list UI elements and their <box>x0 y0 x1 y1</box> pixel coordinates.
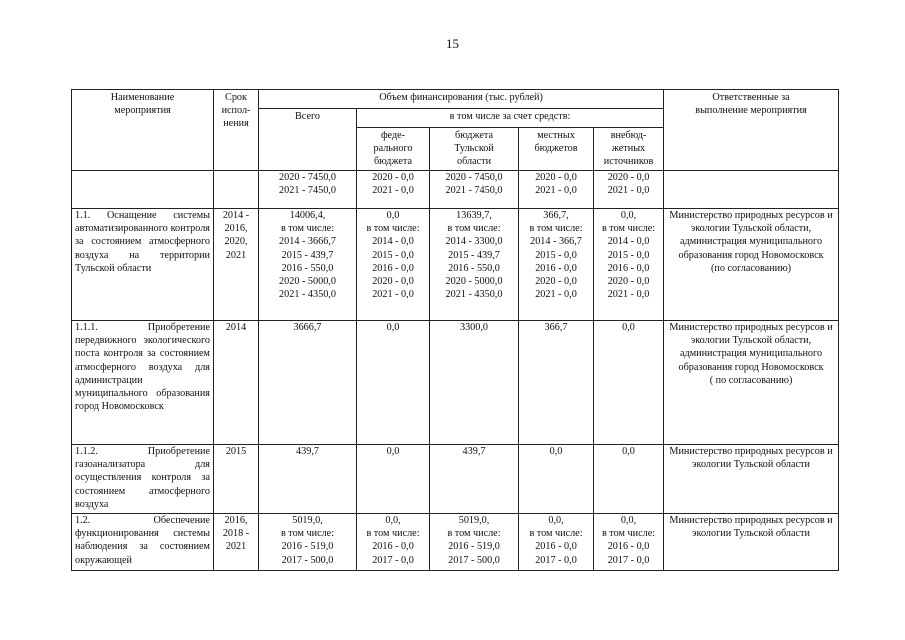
row-extra: 0,0, в том числе: 2016 - 0,0 2017 - 0,0 <box>594 514 664 571</box>
row-extra: 0,0 <box>594 445 664 514</box>
row-responsible: Министерство природных ресурсов и экологии Тульской области, администрация муниципального образования город Новомосковск (по согласованию) <box>664 209 839 321</box>
row-extra: 2020 - 0,0 2021 - 0,0 <box>594 171 664 209</box>
header-funding: Объем финансирования (тыс. рублей) <box>259 90 664 109</box>
row-name: 1.1. Оснащение системы автоматизированного контроля за состоянием атмосферного воздуха на территории Тульской области <box>72 209 214 321</box>
row-federal: 0,0, в том числе: 2016 - 0,0 2017 - 0,0 <box>357 514 430 571</box>
row-federal: 0,0 в том числе: 2014 - 0,0 2015 - 0,0 2016 - 0,0 2020 - 0,0 2021 - 0,0 <box>357 209 430 321</box>
row-extra: 0,0 <box>594 321 664 445</box>
row-term <box>214 171 259 209</box>
row-regional: 5019,0, в том числе: 2016 - 519,0 2017 - 500,0 <box>430 514 519 571</box>
header-regional: бюджета Тульской области <box>430 128 519 171</box>
header-name: Наименование мероприятия <box>72 90 214 171</box>
row-responsible <box>664 171 839 209</box>
row-local: 2020 - 0,0 2021 - 0,0 <box>519 171 594 209</box>
row-total: 439,7 <box>259 445 357 514</box>
row-name: 1.1.2. Приобретение газоанализатора для осуществления контроля за состоянием атмосферного воздуха <box>72 445 214 514</box>
row-responsible: Министерство природных ресурсов и экологии Тульской области, администрация муниципального образования город Новомосковск ( по согласованию) <box>664 321 839 445</box>
row-name: 1.2. Обеспечение функционирования системы наблюдения за состоянием окружающей <box>72 514 214 571</box>
funding-table <box>71 89 839 571</box>
table-row <box>72 209 839 321</box>
table-row <box>72 171 839 209</box>
header-total: Всего <box>259 109 357 171</box>
header-including: в том числе за счет средств: <box>357 109 664 128</box>
row-total: 5019,0, в том числе: 2016 - 519,0 2017 - 500,0 <box>259 514 357 571</box>
header-term: Срок испол- нения <box>214 90 259 171</box>
row-term: 2014 - 2016, 2020, 2021 <box>214 209 259 321</box>
row-regional: 2020 - 7450,0 2021 - 7450,0 <box>430 171 519 209</box>
table-row <box>72 514 839 571</box>
row-federal: 0,0 <box>357 321 430 445</box>
row-responsible: Министерство природных ресурсов и экологии Тульской области <box>664 514 839 571</box>
row-total: 14006,4, в том числе: 2014 - 3666,7 2015 - 439,7 2016 - 550,0 2020 - 5000,0 2021 - 4350,0 <box>259 209 357 321</box>
row-local: 0,0, в том числе: 2016 - 0,0 2017 - 0,0 <box>519 514 594 571</box>
header-local: местных бюджетов <box>519 128 594 171</box>
header-federal: феде- рального бюджета <box>357 128 430 171</box>
row-federal: 0,0 <box>357 445 430 514</box>
row-local: 366,7 <box>519 321 594 445</box>
row-term: 2015 <box>214 445 259 514</box>
header-extra: внебюд- жетных источников <box>594 128 664 171</box>
row-term: 2016, 2018 - 2021 <box>214 514 259 571</box>
page-number: 15 <box>446 36 459 51</box>
row-local: 366,7, в том числе: 2014 - 366,7 2015 - 0,0 2016 - 0,0 2020 - 0,0 2021 - 0,0 <box>519 209 594 321</box>
row-total: 2020 - 7450,0 2021 - 7450,0 <box>259 171 357 209</box>
row-federal: 2020 - 0,0 2021 - 0,0 <box>357 171 430 209</box>
row-local: 0,0 <box>519 445 594 514</box>
row-term: 2014 <box>214 321 259 445</box>
row-name <box>72 171 214 209</box>
table-row <box>72 321 839 445</box>
row-name: 1.1.1. Приобретение передвижного экологического поста контроля за состоянием атмосферного воздуха для администрации муниципального образования город Новомосковск <box>72 321 214 445</box>
row-extra: 0,0, в том числе: 2014 - 0,0 2015 - 0,0 2016 - 0,0 2020 - 0,0 2021 - 0,0 <box>594 209 664 321</box>
row-regional: 13639,7, в том числе: 2014 - 3300,0 2015 - 439,7 2016 - 550,0 2020 - 5000,0 2021 - 4350,0 <box>430 209 519 321</box>
row-responsible: Министерство природных ресурсов и экологии Тульской области <box>664 445 839 514</box>
row-regional: 439,7 <box>430 445 519 514</box>
header-responsible: Ответственные за выполнение мероприятия <box>664 90 839 171</box>
table-row <box>72 445 839 514</box>
row-regional: 3300,0 <box>430 321 519 445</box>
row-total: 3666,7 <box>259 321 357 445</box>
